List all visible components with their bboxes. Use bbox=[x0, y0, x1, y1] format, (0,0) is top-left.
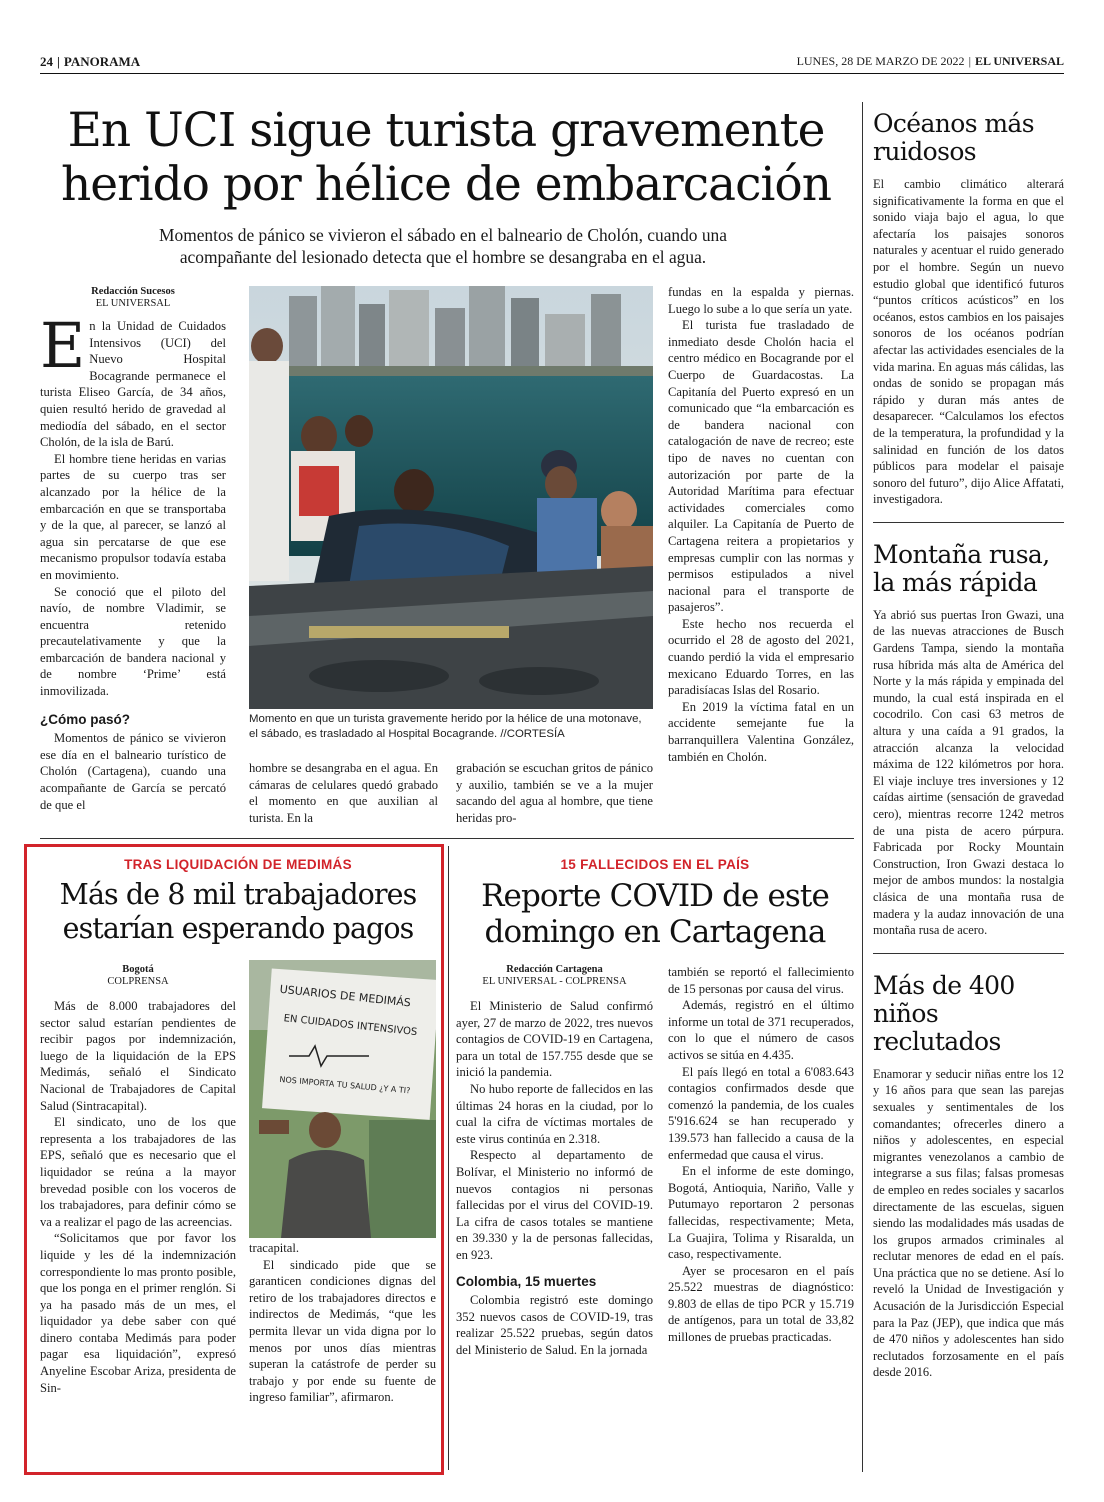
main-p6: El turista fue trasladado de inmediato desde Cholón hacia el centro médico en Bocagrande por el Cuerpo de Guardacostas. La Capitanía del Puerto expresó en un comunicado que “la embarcación es de bandera nacional con catalogación de nave de recreo; este tipo de naves no cuentan con autorización por parte de la Autoridad Marítima para efectuar actividades comerciales como alquiler. La Capitanía de Puerto de Cartagena reitera a propietarios y empresas cumplir con las normas y permisos estipulados a nivel nacional para el transporte de pasajeros”. bbox=[668, 318, 854, 615]
covid-byline-author: Redacción Cartagena bbox=[506, 964, 603, 975]
section-divider bbox=[40, 838, 854, 839]
protest-photo bbox=[249, 960, 436, 1238]
medimas-kicker: TRAS LIQUIDACIÓN DE MEDIMÁS bbox=[124, 857, 352, 872]
main-p4: Momentos de pánico se vivieron ese día en el balneario turístico de Cholón (Cartagena), cuando una acompañante de García se percató de que el bbox=[40, 731, 226, 812]
page-number: 24 bbox=[40, 54, 53, 69]
medimas-p4: tracapital. bbox=[249, 1241, 299, 1255]
covid-p9: Ayer se procesaron en el país 25.522 muestras de diagnóstico: 9.803 de ellas de tipo PCR y 15.719 de antígenos, para un total de 33,82 millones de pruebas practicadas. bbox=[668, 1263, 854, 1345]
covid-p1: El Ministerio de Salud confirmó ayer, 27 de marzo de 2022, tres nuevos contagios de COVID-19 en Cartagena, para un total de 157.755 desde que se inició la pandemia. bbox=[456, 999, 653, 1080]
sidebar-divider bbox=[873, 522, 1064, 523]
covid-headline-line2: domingo en Cartagena bbox=[484, 914, 826, 950]
main-headline bbox=[40, 104, 852, 212]
photo-caption: Momento en que un turista gravemente herido por la hélice de una motonave, el sábado, es trasladado al Hospital Bocagrande. //CORTESÍA bbox=[249, 713, 642, 740]
main-col1 bbox=[40, 309, 226, 813]
covid-subtitle: Colombia, 15 muertes bbox=[456, 1273, 597, 1289]
issue-date: LUNES, 28 DE MARZO DE 2022 bbox=[796, 54, 965, 68]
main-headline-line2: herido por hélice de embarcación bbox=[61, 157, 831, 212]
main-p1: n la Unidad de Cuidados Intensivos (UCI) del Nuevo Hospital Bocagrande permanece el turista Eliseo García, de 34 años, quien resultó herido de gravedad al mediodía del sábado, en el sector Cholón, de la isla de Barú. bbox=[40, 319, 226, 450]
main-photo bbox=[249, 286, 653, 709]
covid-p7: El país llegó en total a 6'083.643 contagios confirmados desde que comenzó la pandemia, de los cuales 5'916.624 se han recuperado y 139.573 han fallecido a causa de la enfermedad que causa el virus. bbox=[668, 1064, 854, 1162]
medimas-col1 bbox=[40, 998, 236, 1396]
main-p3: Se conoció que el piloto del navío, de nombre Vladimir, se encuentra retenido precautelativamente y que la embarcación de bandera nacional y de nombre ‘Prime’ está inmovilizada. bbox=[40, 584, 226, 699]
sidebar bbox=[873, 110, 1064, 1381]
main-col2-text: hombre se desangraba en el agua. En cámaras de celulares quedó grabado el momento en que auxilian al turista. En la bbox=[249, 761, 438, 825]
medimas-p1: Más de 8.000 trabajadores del sector salud estarían pendientes de recibir pagos por indemnización, luego de la liquidación de la EPS Medimás, señaló el Sindicato Nacional de Trabajadores de Capital Salud (Sintracapital). bbox=[40, 999, 236, 1113]
section-name: PANORAMA bbox=[63, 54, 141, 69]
newspaper-name: EL UNIVERSAL bbox=[974, 54, 1064, 68]
medimas-headline bbox=[40, 878, 436, 946]
main-col3-text: grabación se escuchan gritos de pánico y auxilio, también se ve a la mujer sacando del agua al hombre, que tiene heridas pro- bbox=[456, 761, 653, 825]
sidebar-body-oceans: El cambio climático alterará significativamente la forma en que el sonido viaja bajo el agua, lo que afectaría los paisajes sonoros naturales y acentuar el ruido generado por el hombre. Según un nuevo estudio global que identificó futuros “puntos críticos acústicos” en los océanos, estos cambios en los paisajes sonoros de los océanos podrían afectar las actividades esenciales de la vida marina. En aguas más cálidas, las ondas de sonido se propagan más rápido y duran más antes de desaparecer. “Calculamos los efectos de la temperatura, la profundidad y la salinidad en función de los datos públicos para modelar el paisaje sonoro del futuro”, dijo Alice Affatati, investigadora. bbox=[873, 177, 1064, 507]
story-divider bbox=[448, 846, 449, 1470]
medimas-byline-org: COLPRENSA bbox=[107, 976, 169, 987]
main-col4 bbox=[668, 284, 854, 765]
covid-p8: En el informe de este domingo, Bogotá, Antioquia, Nariño, Valle y Putumayo reportaron 2 personas fallecidas, respectivamente; Meta, La Guajira, Tolima y Risaralda, un caso, respectivamente. bbox=[668, 1164, 854, 1262]
main-p5: fundas en la espalda y piernas. Luego lo sube a lo que sería un yate. bbox=[668, 285, 854, 316]
sidebar-title-children: Más de 400 niños reclutados bbox=[873, 970, 1015, 1056]
main-byline-org: EL UNIVERSAL bbox=[95, 298, 171, 309]
main-p2: El hombre tiene heridas en varias partes de su cuerpo tras ser alcanzado por la hélice de la embarcación en que se transportaba y de la que, al parecer, se lanzó al agua sin percatarse de que ese mecanismo propulsor todavía estaba en movimiento. bbox=[40, 451, 226, 582]
sign-text-3: NOS IMPORTA TU SALUD ¿Y A TI? bbox=[279, 1074, 411, 1096]
medimas-byline bbox=[40, 964, 236, 988]
covid-p6: Además, registró en el último informe un total de 371 recuperados, con lo que el número de casos activos se sitúa en 4.435. bbox=[668, 998, 854, 1062]
main-col2-bottom bbox=[249, 760, 438, 826]
covid-p3: Respecto al departamento de Bolívar, el Ministerio no informó de nuevos contagios ni personas fallecidas por el virus del COVID-19. La cifra de casos totales se mantiene en 39.330 y la de personas fallecidas, en 923. bbox=[456, 1148, 653, 1262]
covid-headline-line1: Reporte COVID de este bbox=[481, 878, 829, 914]
medimas-headline-line2: estarían esperando pagos bbox=[62, 912, 414, 945]
boat-rescue-image bbox=[249, 286, 653, 709]
medimas-p2: El sindicato, uno de los que representa a los trabajadores de las EPS, señaló que es necesario que el liquidador se reúna a la mayor brevedad posible con los voceros de los trabajadores, para definir cómo se va a realizar el pago de las acreencias. bbox=[40, 1115, 236, 1229]
page-header: 24 | PANORAMA LUNES, 28 DE MARZO DE 2022 | EL UNIVERSAL bbox=[40, 52, 1064, 74]
medimas-col2 bbox=[249, 1240, 436, 1406]
sidebar-title-oceans: Océanos más ruidosos bbox=[873, 109, 1034, 166]
protest-image bbox=[249, 960, 436, 1238]
main-byline-author: Redacción Sucesos bbox=[91, 286, 175, 297]
sidebar-body-rollercoaster: Ya abrió sus puertas Iron Gwazi, una de las nuevas atracciones de Busch Gardens Tampa, siendo la montaña rusa híbrida más alta de América del Norte y la más rápida y empinada del mundo, la cual está inspirada en el cocodrilo. Con casi 63 metros de altura y una caída a 91 grados, la atracción alcanza la velocidad máxima de 122 kilómetros por hora. El viaje incluye tres inversiones y 12 caídas airtime (sensación de gravedad cero), mientras recorre 1242 metros de una pista de acero púrpura. Fabricada por Rocky Mountain Construction, Iron Gwazi destaca lo mejor de ambos mundos: la nostalgia clásica de una montaña rusa de madera y la audaz innovación de una montaña rusa de acero. bbox=[873, 607, 1064, 938]
medimas-byline-place: Bogotá bbox=[122, 964, 154, 975]
medimas-p5: El sindicado pide que se garanticen condiciones dignas del retiro de los trabajadores directos e indirectos de Medimás, “que les permita llevar un vida digna por lo menos por unos días mientras superan la catástrofe de perder su trabajo y por ende su fuente de ingreso familiar”, afirmaron. bbox=[249, 1257, 436, 1405]
sidebar-rule bbox=[862, 102, 863, 1472]
main-byline bbox=[40, 286, 226, 310]
main-col3-bottom bbox=[456, 760, 653, 826]
covid-col1 bbox=[456, 998, 653, 1358]
sidebar-body-children: Enamorar y seducir niñas entre los 12 y 16 años para que sean las parejas sexuales y sentimentales de los comandantes; ofrecerles dinero a niños y adolescentes, en especial migrantes venezolanos a cambio de integrarse a sus filas; falsas promesas de empleo en redes sociales y sacarlos directamente de las escuelas, siguen siendo las modalidades más usadas de los grupos armados criminales al reclutar menores de edad en el país. Una práctica que no se detiene. Así lo reveló la Unidad de Investigación y Acusación de la Jurisdicción Especial para la Paz (JEP), que indica que más de 470 niños y adolescentes han sido reclutados forzosamente en el país desde 2016. bbox=[873, 1066, 1064, 1380]
covid-p2: No hubo reporte de fallecidos en las últimas 24 horas en la ciudad, por lo cual la cifra de víctimas mortales de este virus continúa en 2.318. bbox=[456, 1081, 653, 1146]
medimas-headline-line1: Más de 8 mil trabajadores bbox=[59, 878, 417, 911]
sign-text-1: USUARIOS DE MEDIMÁS bbox=[279, 982, 412, 1010]
covid-col2 bbox=[668, 964, 854, 1346]
main-p8: En 2019 la víctima fatal en un accidente semejante fue la barranquillera Valentina González, también en Cholón. bbox=[668, 699, 854, 764]
medimas-p3: “Solicitamos que por favor los liquide y les dé la indemnización correspondiente lo mas pronto posible, que los ponga en el primer renglón. Si ya ha pasado más de un mes, el liquidador ya debe saber con qué dinero contaba Medimás para poder pagar esa liquidación”, expresó Anyeline Escobar Ariza, presidenta de Sin- bbox=[40, 1231, 236, 1395]
covid-p4: Colombia registró este domingo 352 nuevos casos de COVID-19, tras realizar 25.522 pruebas, según datos del Ministerio de Salud. En la jornada bbox=[456, 1293, 653, 1357]
main-subhead: Momentos de pánico se vivieron el sábado en el balneario de Cholón, cuando una acompañante del lesionado detecta que el hombre se desangraba en el agua. bbox=[159, 225, 727, 267]
covid-headline bbox=[456, 878, 854, 950]
sign-text-2: EN CUIDADOS INTENSIVOS bbox=[283, 1013, 418, 1039]
drop-cap: E bbox=[40, 309, 86, 382]
main-headline-line1: En UCI sigue turista gravemente bbox=[67, 103, 825, 158]
sidebar-divider bbox=[873, 953, 1064, 954]
main-p7: Este hecho nos recuerda el ocurrido el 28 de agosto del 2021, cuando perdió la vida el empresario mexicano Eduardo Torres, en las paradisíacas Islas del Rosario. bbox=[668, 616, 854, 698]
sidebar-title-rollercoaster: Montaña rusa, la más rápida bbox=[873, 539, 1050, 597]
covid-byline bbox=[456, 964, 653, 988]
covid-kicker: 15 FALLECIDOS EN EL PAÍS bbox=[560, 857, 750, 872]
main-subtitle: ¿Cómo pasó? bbox=[40, 711, 130, 727]
covid-p5: también se reportó el fallecimiento de 15 personas por causa del virus. bbox=[668, 965, 854, 996]
covid-byline-org: EL UNIVERSAL - COLPRENSA bbox=[482, 976, 627, 987]
